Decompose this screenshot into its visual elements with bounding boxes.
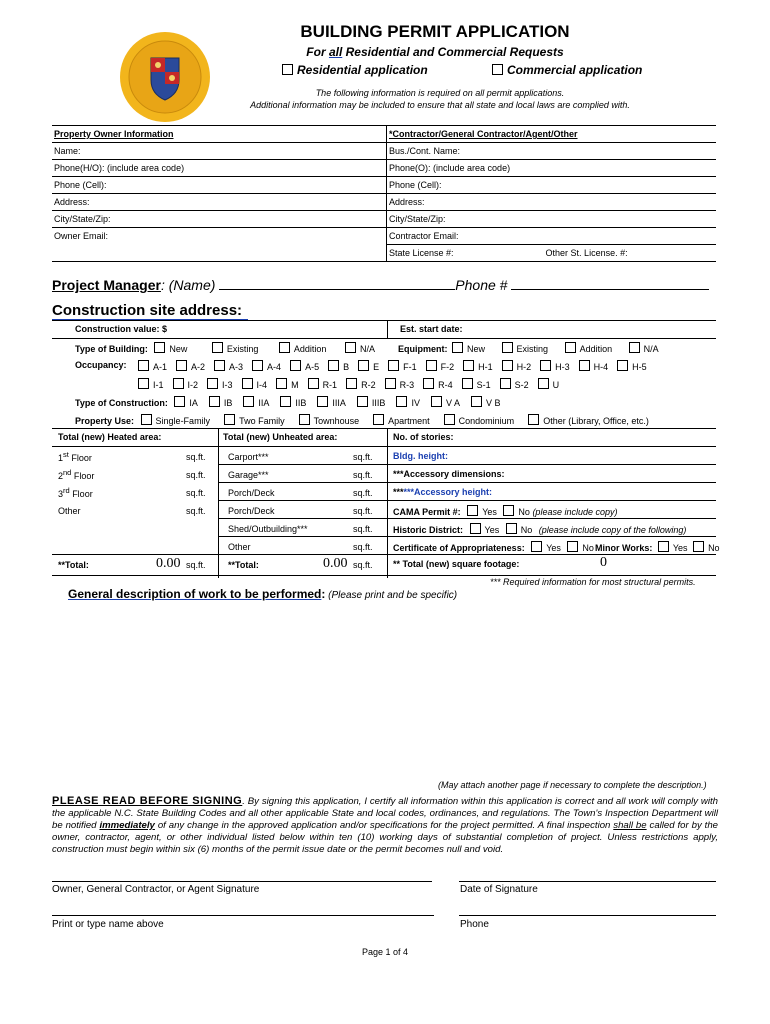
phone-field[interactable]: Phone xyxy=(460,919,489,930)
tb-na[interactable]: N/A xyxy=(345,344,375,354)
occupancy-option-f-2[interactable]: F-2 xyxy=(426,362,455,372)
sqft-7: sq.ft. xyxy=(353,488,373,498)
est-start-date[interactable]: Est. start date: xyxy=(400,324,463,334)
contractor-heading: *Contractor/General Contractor/Agent/Other xyxy=(387,126,717,143)
sqft-9: sq.ft. xyxy=(353,524,373,534)
third-floor-label: 3rd Floor xyxy=(58,486,93,499)
construction-type-option-iia[interactable]: IIA xyxy=(243,398,269,408)
unheated-total-value: 0.00 xyxy=(323,556,348,571)
owner-phone-field[interactable]: Phone(H/O): (include area code) xyxy=(52,160,387,177)
occupancy-option-m[interactable]: M xyxy=(276,380,299,390)
occupancy-option-i-3[interactable]: I-3 xyxy=(207,380,233,390)
historic-yes[interactable]: Yes xyxy=(466,525,500,535)
occupancy-option-f-1[interactable]: F-1 xyxy=(388,362,417,372)
occupancy-option-a-2[interactable]: A-2 xyxy=(176,362,205,372)
contractor-city-field[interactable]: City/State/Zip: xyxy=(387,211,717,228)
historic-district-row: Historic District: Yes No (please include copy of the following) xyxy=(393,525,687,535)
occupancy-option-h-1[interactable]: H-1 xyxy=(463,362,493,372)
cama-yes[interactable]: Yes xyxy=(463,507,497,517)
coa-row: Certificate of Appropriateness: Yes No xyxy=(393,543,594,553)
eq-existing[interactable]: Existing xyxy=(502,344,549,354)
occupancy-option-b[interactable]: B xyxy=(328,362,349,372)
cama-permit-row: CAMA Permit #: Yes No (please include copy) xyxy=(393,507,618,517)
eq-na[interactable]: N/A xyxy=(629,344,659,354)
occupancy-label: Occupancy: xyxy=(75,360,127,370)
town-seal xyxy=(118,30,212,124)
sqft-total-2: sq.ft. xyxy=(353,560,373,570)
occupancy-option-h-3[interactable]: H-3 xyxy=(540,362,570,372)
subtitle: For all Residential and Commercial Requests xyxy=(306,45,564,59)
sqft-4: sq.ft. xyxy=(186,506,206,516)
stories-field[interactable]: No. of stories: xyxy=(393,432,454,442)
property-use-option-single-family[interactable]: Single-Family xyxy=(141,416,211,426)
occupancy-option-s-2[interactable]: S-2 xyxy=(500,380,529,390)
construction-value[interactable]: Construction value: $ xyxy=(75,324,168,334)
sqft-2: sq.ft. xyxy=(186,470,206,480)
construction-type-option-iv[interactable]: IV xyxy=(396,398,420,408)
property-use-option-apartment[interactable]: Apartment xyxy=(373,416,430,426)
contractor-cell-field[interactable]: Phone (Cell): xyxy=(387,177,717,194)
tb-existing[interactable]: Existing xyxy=(212,344,259,354)
owner-address-field[interactable]: Address: xyxy=(52,194,387,211)
shed-label: Porch/Deck xyxy=(228,506,275,516)
commercial-checkbox[interactable]: Commercial application xyxy=(492,63,642,77)
contractor-address-field[interactable]: Address: xyxy=(387,194,717,211)
work-description-label[interactable]: General description of work to be performed: (Please print and be specific) xyxy=(68,587,458,601)
garage-label: Garage*** xyxy=(228,470,269,480)
legal-statement: PLEASE READ BEFORE SIGNING. By signing this application, I certify all information within this application is correct and all work will comply with the applicable N.C. State Building Codes and all other applicable State and local codes, ordinances, and regulations. The Town's Inspection Department will be notified immediately of any change in the approved application and/or specifications for the project permitted. A final inspection shall be called for by the owner, contractor, agent, or other individual listed below within ten (10) working days of substantial completion of project. Unless restrictions apply, construction must begin within six (6) months of the permit issue date or the permit becomes null and void. xyxy=(52,795,718,855)
heated-total-label: **Total: xyxy=(58,560,89,570)
contractor-email-field[interactable]: Contractor Email: xyxy=(387,228,717,245)
other-heated-label: Other xyxy=(58,506,81,516)
construction-type-option-ib[interactable]: IB xyxy=(209,398,233,408)
type-of-building-row: Type of Building: New Existing Addition N/A xyxy=(75,344,375,354)
note-additional: Additional information may be included to ensure that all state and local laws are complied with. xyxy=(250,100,630,110)
required-note: *** Required information for most structural permits. xyxy=(490,577,696,587)
occupancy-option-a-4[interactable]: A-4 xyxy=(252,362,281,372)
unheated-total-label: **Total: xyxy=(228,560,259,570)
owner-heading: Property Owner Information xyxy=(52,126,387,143)
shed-outbuilding-label: Shed/Outbuilding*** xyxy=(228,524,308,534)
sqft-1: sq.ft. xyxy=(186,452,206,462)
eq-addition[interactable]: Addition xyxy=(565,344,613,354)
historic-no[interactable]: No xyxy=(502,525,533,535)
property-use-option-condominium[interactable]: Condominium xyxy=(444,416,515,426)
property-use-option-two-family[interactable]: Two Family xyxy=(224,416,285,426)
bldg-height-field[interactable]: Bldg. height: xyxy=(393,451,448,461)
occupancy-option-r-1[interactable]: R-1 xyxy=(308,380,338,390)
occupancy-row-2 xyxy=(134,378,714,390)
occupancy-option-u[interactable]: U xyxy=(538,380,560,390)
occupancy-option-s-1[interactable]: S-1 xyxy=(462,380,491,390)
sqft-6: sq.ft. xyxy=(353,470,373,480)
equipment-row: Equipment: New Existing Addition N/A xyxy=(398,344,659,354)
other-unheated-label: Other xyxy=(228,542,251,552)
owner-cell-field[interactable]: Phone (Cell): xyxy=(52,177,387,194)
cama-no[interactable]: No xyxy=(499,507,530,517)
occupancy-option-i-1[interactable]: I-1 xyxy=(138,380,164,390)
heated-area-header: Total (new) Heated area: xyxy=(58,432,162,442)
sqft-10: sq.ft. xyxy=(353,542,373,552)
date-signature-field[interactable]: Date of Signature xyxy=(460,884,538,895)
construction-type-option-iiib[interactable]: IIIB xyxy=(357,398,386,408)
eq-new[interactable]: New xyxy=(452,344,485,354)
contractor-name-field[interactable]: Bus./Cont. Name: xyxy=(387,143,717,160)
note-required: The following information is required on all permit applications. xyxy=(315,88,565,98)
total-sqft-value: 0 xyxy=(600,555,607,570)
construction-site-address[interactable]: Construction site address: xyxy=(52,302,243,319)
minor-yes[interactable]: Yes xyxy=(655,543,688,553)
project-manager-line[interactable]: Project Manager: (Name) Phone # xyxy=(52,277,709,293)
owner-email-field[interactable]: Owner Email: xyxy=(52,228,387,245)
coa-yes[interactable]: Yes xyxy=(527,543,561,553)
construction-type-option-ia[interactable]: IA xyxy=(174,398,198,408)
page-title: BUILDING PERMIT APPLICATION xyxy=(300,22,570,41)
occupancy-option-h-5[interactable]: H-5 xyxy=(617,362,647,372)
heated-total-value: 0.00 xyxy=(156,556,181,571)
tb-new[interactable]: New xyxy=(154,344,187,354)
property-use-option-other-library-office-etc-[interactable]: Other (Library, Office, etc.) xyxy=(528,416,649,426)
sqft-3: sq.ft. xyxy=(186,488,206,498)
second-floor-label: 2nd Floor xyxy=(58,468,95,481)
type-of-construction-row: Type of Construction: IA IB IIA IIB IIIA IIIB IV V A V B xyxy=(75,398,501,408)
residential-checkbox[interactable]: Residential application xyxy=(282,63,428,77)
property-use-row: Property Use: Single-Family Two Family Townhouse Apartment Condominium Other (Library, Office, etc.) xyxy=(75,416,649,426)
page-number: Page 1 of 4 xyxy=(361,947,409,957)
total-sqft-label: ** Total (new) square footage: xyxy=(393,559,520,569)
occupancy-option-r-2[interactable]: R-2 xyxy=(346,380,376,390)
tb-addition[interactable]: Addition xyxy=(279,344,327,354)
owner-name-field[interactable]: Name: xyxy=(52,143,387,160)
construction-type-option-iib[interactable]: IIB xyxy=(280,398,306,408)
print-name-field[interactable]: Print or type name above xyxy=(52,919,164,930)
occupancy-option-r-4[interactable]: R-4 xyxy=(423,380,453,390)
owner-signature-field[interactable]: Owner, General Contractor, or Agent Signature xyxy=(52,884,260,895)
occupancy-option-h-2[interactable]: H-2 xyxy=(502,362,532,372)
occupancy-option-e[interactable]: E xyxy=(358,362,379,372)
accessory-height-field[interactable]: ******Accessory height: xyxy=(393,487,493,497)
occupancy-option-a-3[interactable]: A-3 xyxy=(214,362,243,372)
occupancy-option-i-4[interactable]: I-4 xyxy=(242,380,268,390)
property-use-option-townhouse[interactable]: Townhouse xyxy=(299,416,360,426)
occupancy-option-r-3[interactable]: R-3 xyxy=(385,380,415,390)
first-floor-label: 1st Floor xyxy=(58,450,92,463)
coa-no[interactable]: No xyxy=(563,543,594,553)
attach-note: (May attach another page if necessary to complete the description.) xyxy=(438,780,707,790)
contractor-phone-field[interactable]: Phone(O): (include area code) xyxy=(387,160,717,177)
construction-type-option-v-b[interactable]: V B xyxy=(471,398,501,408)
construction-type-option-v-a[interactable]: V A xyxy=(431,398,460,408)
construction-type-option-iiia[interactable]: IIIA xyxy=(317,398,346,408)
license-row[interactable]: State License #: Other St. License. #: xyxy=(387,245,717,262)
occupancy-option-a-1[interactable]: A-1 xyxy=(138,362,167,372)
accessory-dimensions-field[interactable]: ***Accessory dimensions: xyxy=(393,469,505,479)
occupancy-option-i-2[interactable]: I-2 xyxy=(173,380,199,390)
occupancy-option-h-4[interactable]: H-4 xyxy=(579,362,609,372)
owner-city-field[interactable]: City/State/Zip: xyxy=(52,211,387,228)
owner-contractor-table xyxy=(52,125,716,262)
minor-works-row: Minor Works: Yes No xyxy=(595,543,720,553)
carport-label: Carport*** xyxy=(228,452,269,462)
porch-label: Porch/Deck xyxy=(228,488,275,498)
occupancy-row-1 xyxy=(134,360,714,372)
unheated-area-header: Total (new) Unheated area: xyxy=(223,432,338,442)
sqft-8: sq.ft. xyxy=(353,506,373,516)
sqft-total-1: sq.ft. xyxy=(186,560,206,570)
occupancy-option-a-5[interactable]: A-5 xyxy=(290,362,319,372)
sqft-5: sq.ft. xyxy=(353,452,373,462)
minor-no[interactable]: No xyxy=(690,543,720,553)
